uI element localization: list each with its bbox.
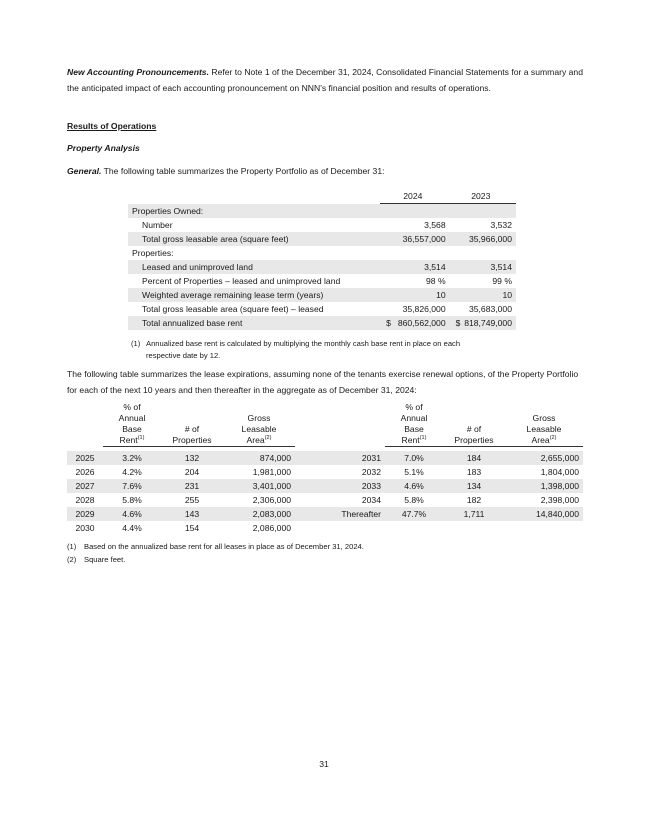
portfolio-row bbox=[128, 218, 516, 232]
header-pct-line2-b: Annual bbox=[400, 413, 428, 423]
portfolio-value-2023: 10 bbox=[450, 288, 516, 302]
lease-cell-n1: 231 bbox=[161, 479, 223, 493]
header-gla-line1: Gross bbox=[247, 413, 271, 423]
lease-header-row-2 bbox=[67, 413, 583, 424]
header-pct-line2: Annual bbox=[118, 413, 146, 423]
portfolio-header-row bbox=[128, 189, 516, 204]
page-number: 31 bbox=[319, 759, 329, 769]
lease-cell-y2: 2032 bbox=[361, 467, 381, 477]
lease-row bbox=[67, 521, 583, 535]
portfolio-row-label: Properties: bbox=[132, 248, 174, 258]
header-gla-line3-b: Area$^{(2)}$ bbox=[505, 435, 583, 447]
lease-footnote-mark: (1) bbox=[67, 542, 77, 551]
portfolio-row bbox=[128, 204, 516, 219]
header-props-line2-b: Properties bbox=[443, 435, 505, 447]
lease-cell-p2: 7.0% bbox=[385, 451, 443, 465]
lease-cell-n2: 184 bbox=[443, 451, 505, 465]
portfolio-value-2024: 10 bbox=[380, 288, 450, 302]
lease-cell-y2 bbox=[295, 521, 385, 535]
lease-cell-p2 bbox=[385, 521, 443, 535]
general-paragraph bbox=[67, 163, 583, 179]
lease-cell-p2: 4.6% bbox=[385, 479, 443, 493]
portfolio-row-label: Leased and unimproved land bbox=[128, 260, 380, 274]
lease-cell-y1: 2026 bbox=[75, 467, 95, 477]
section-title: Results of Operations bbox=[67, 121, 157, 131]
currency-symbol: $ bbox=[455, 318, 461, 328]
portfolio-value-2023: 35,966,000 bbox=[450, 232, 516, 246]
lease-header-row-1 bbox=[67, 402, 583, 413]
lease-cell-y2: 2034 bbox=[361, 495, 381, 505]
portfolio-row-label: Total gross leasable area (square feet) – leased bbox=[142, 304, 324, 314]
portfolio-value-2024: 35,826,000 bbox=[402, 304, 446, 314]
lease-cell-p1: 7.6% bbox=[103, 479, 161, 493]
lease-cell-a1: 874,000 bbox=[223, 451, 295, 465]
lease-cell-a1: 1,981,000 bbox=[252, 467, 291, 477]
portfolio-value-2023: 3,514 bbox=[450, 260, 516, 274]
accounting-pronouncements-text: Refer to Note 1 of the December 31, 2024, Consolidated Financial Statements for a summary and the anticipated impact of each accounting pronouncement on NNN's financial position and results of operations. bbox=[67, 67, 583, 93]
lease-header-row-3 bbox=[67, 424, 583, 435]
section-title-paragraph bbox=[67, 118, 583, 134]
property-portfolio-table bbox=[128, 189, 516, 330]
portfolio-row-label: Weighted average remaining lease term (years) bbox=[128, 288, 380, 302]
header-pct-line4-b: Rent$^{(1)}$ bbox=[385, 435, 443, 447]
portfolio-value-2024: 98 % bbox=[426, 276, 446, 286]
lease-cell-n2: 1,711 bbox=[443, 507, 505, 521]
lease-cell-p1: 3.2% bbox=[103, 451, 161, 465]
portfolio-row-label: Percent of Properties – leased and unimproved land bbox=[142, 276, 341, 286]
lease-cell-n1: 132 bbox=[161, 451, 223, 465]
portfolio-value-2024: 36,557,000 bbox=[380, 232, 450, 246]
lease-cell-n1: 143 bbox=[161, 507, 223, 521]
portfolio-row-label: Total gross leasable area (square feet) bbox=[128, 232, 380, 246]
portfolio-row-label: Total annualized base rent bbox=[128, 316, 380, 330]
lease-cell-y1: 2028 bbox=[75, 495, 95, 505]
portfolio-row-label: Number bbox=[142, 220, 173, 230]
lease-cell-n1: 204 bbox=[184, 467, 200, 477]
header-gla-line3: Area$^{(2)}$ bbox=[223, 435, 295, 447]
lease-row bbox=[67, 451, 583, 465]
header-pct-line3-b: Base bbox=[404, 424, 424, 434]
portfolio-row bbox=[128, 260, 516, 274]
year-header-2024: 2024 bbox=[380, 189, 450, 204]
subsection-title: Property Analysis bbox=[67, 143, 140, 153]
lease-cell-p1: 4.2% bbox=[122, 467, 142, 477]
portfolio-value-2024 bbox=[380, 246, 450, 260]
lease-footnote-text: Based on the annualized base rent for all leases in place as of December 31, 2024. bbox=[84, 542, 364, 551]
lease-cell-a1: 2,306,000 bbox=[252, 495, 291, 505]
portfolio-row bbox=[128, 246, 516, 260]
portfolio-footnote-mark: (1) bbox=[131, 339, 141, 348]
portfolio-row bbox=[128, 302, 516, 316]
lease-expiration-table bbox=[67, 402, 583, 535]
portfolio-row-label: Properties Owned: bbox=[128, 204, 380, 219]
portfolio-value-2024: 3,514 bbox=[380, 260, 450, 274]
lease-footnote-mark: (2) bbox=[67, 555, 77, 564]
portfolio-value-2023 bbox=[450, 246, 516, 260]
header-props-line2: Properties bbox=[161, 435, 223, 447]
lease-cell-a1: 2,083,000 bbox=[223, 507, 295, 521]
lease-cell-a2: 14,840,000 bbox=[505, 507, 583, 521]
lease-cell-a1: 2,086,000 bbox=[252, 523, 291, 533]
header-gla-line1-b: Gross bbox=[532, 413, 556, 423]
lease-cell-n2: 134 bbox=[443, 479, 505, 493]
portfolio-value-2023 bbox=[450, 204, 516, 219]
portfolio-value-2024: $ 860,562,000 bbox=[380, 316, 450, 330]
lease-cell-n2: 182 bbox=[466, 495, 482, 505]
header-props-line1: # of bbox=[184, 424, 200, 434]
lease-cell-y1: 2025 bbox=[67, 451, 103, 465]
currency-symbol: $ bbox=[386, 318, 391, 328]
lease-cell-y2: 2031 bbox=[295, 451, 385, 465]
lease-expiration-intro: The following table summarizes the lease expirations, assuming none of the tenants exercise renewal options, of the Property Portfolio for each of the next 10 years and then thereafter in the aggregate as of December 31, 2024: bbox=[67, 369, 579, 395]
lease-cell-p2: 47.7% bbox=[385, 507, 443, 521]
lease-row bbox=[67, 507, 583, 521]
header-pct-line1: % of bbox=[123, 402, 141, 412]
header-pct-line3: Base bbox=[122, 424, 142, 434]
lease-cell-y1: 2030 bbox=[75, 523, 95, 533]
lease-footnote-text: Square feet. bbox=[84, 555, 126, 564]
lease-cell-n1: 154 bbox=[184, 523, 200, 533]
lease-cell-p1: 5.8% bbox=[122, 495, 142, 505]
portfolio-value-2023: 3,532 bbox=[490, 220, 512, 230]
lease-header-row-4 bbox=[67, 435, 583, 447]
lease-cell-p1: 4.6% bbox=[103, 507, 161, 521]
accounting-pronouncements-paragraph bbox=[67, 64, 583, 96]
lease-row bbox=[67, 465, 583, 479]
portfolio-row bbox=[128, 288, 516, 302]
portfolio-value-2024 bbox=[380, 204, 450, 219]
lease-row bbox=[67, 479, 583, 493]
lease-cell-p2: 5.1% bbox=[404, 467, 424, 477]
portfolio-value-2023: 35,683,000 bbox=[468, 304, 512, 314]
portfolio-footnote-text: Annualized base rent is calculated by multiplying the monthly cash base rent in place on each respective date by 12. bbox=[146, 339, 461, 360]
lease-cell-a2: 1,804,000 bbox=[540, 467, 579, 477]
header-pct-line4: Rent$^{(1)}$ bbox=[103, 435, 161, 447]
portfolio-row bbox=[128, 274, 516, 288]
header-props-line1-b: # of bbox=[466, 424, 482, 434]
lease-cell-y1: 2027 bbox=[67, 479, 103, 493]
general-heading: General. bbox=[67, 166, 102, 176]
lease-cell-a2: 1,398,000 bbox=[505, 479, 583, 493]
lease-cell-p1: 4.4% bbox=[122, 523, 142, 533]
lease-cell-a1: 3,401,000 bbox=[223, 479, 295, 493]
year-header-2023: 2023 bbox=[450, 189, 516, 204]
portfolio-row bbox=[128, 232, 516, 246]
portfolio-row bbox=[128, 316, 516, 330]
lease-cell-n1: 255 bbox=[184, 495, 200, 505]
header-gla-line2: Leasable bbox=[241, 424, 277, 434]
lease-cell-n2 bbox=[443, 521, 505, 535]
lease-cell-y2: Thereafter bbox=[295, 507, 385, 521]
lease-cell-a2: 2,398,000 bbox=[540, 495, 579, 505]
header-gla-line2-b: Leasable bbox=[526, 424, 562, 434]
portfolio-value-2023: $ 818,749,000 bbox=[450, 316, 516, 330]
subsection-title-paragraph bbox=[67, 140, 583, 156]
lease-cell-y1: 2029 bbox=[67, 507, 103, 521]
accounting-pronouncements-heading: New Accounting Pronouncements. bbox=[67, 67, 209, 77]
header-pct-line1-b: % of bbox=[405, 402, 423, 412]
general-text: The following table summarizes the Property Portfolio as of December 31: bbox=[101, 166, 385, 176]
lease-cell-a2: 2,655,000 bbox=[505, 451, 583, 465]
portfolio-value-2023: 99 % bbox=[492, 276, 512, 286]
lease-cell-p2: 5.8% bbox=[404, 495, 424, 505]
lease-cell-y2: 2033 bbox=[295, 479, 385, 493]
lease-row bbox=[67, 493, 583, 507]
lease-cell-n2: 183 bbox=[466, 467, 482, 477]
portfolio-value-2024: 3,568 bbox=[424, 220, 446, 230]
lease-cell-a2 bbox=[505, 521, 583, 535]
